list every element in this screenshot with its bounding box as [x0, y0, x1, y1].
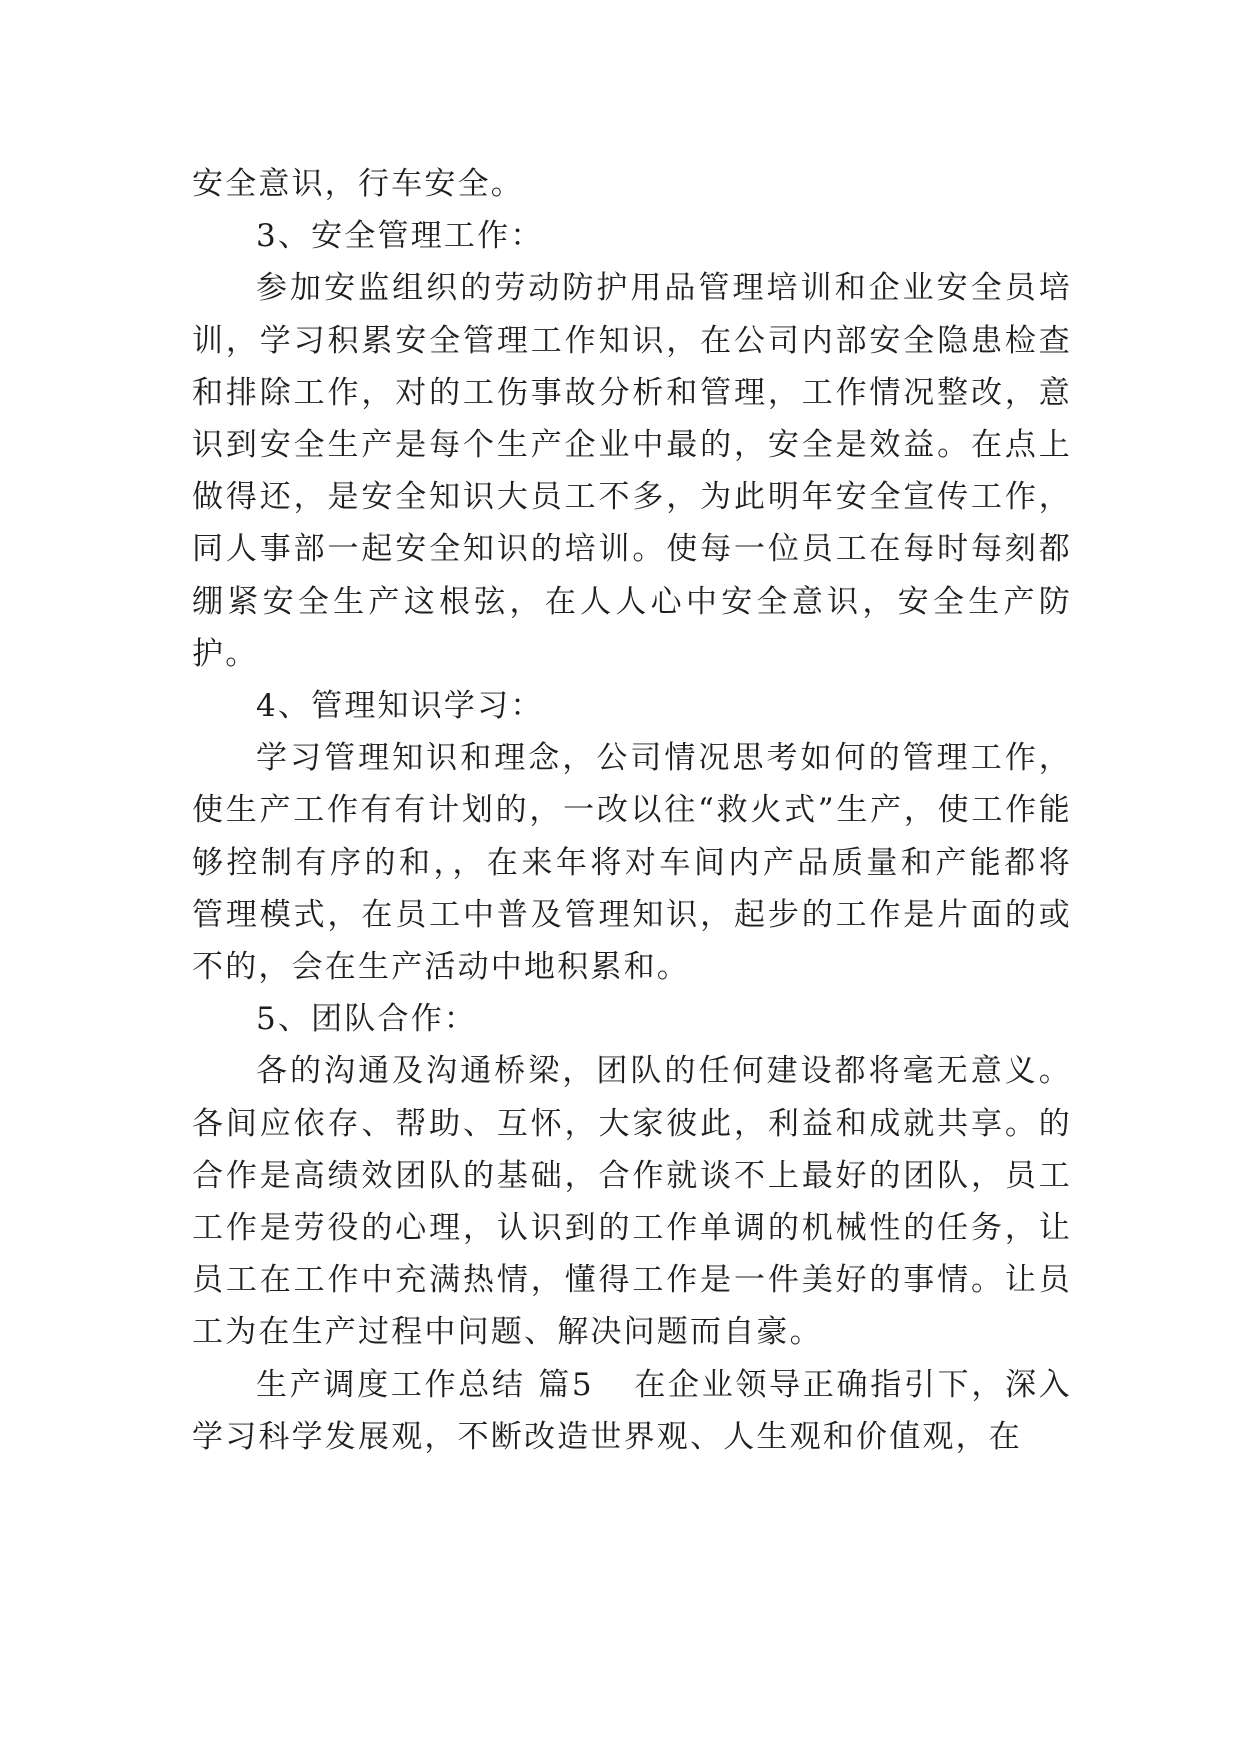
summary-heading: 生产调度工作总结 篇5 [256, 1366, 594, 1403]
paragraph-safety-management: 参加安监组织的劳动防护用品管理培训和企业安全员培训，学习积累安全管理工作知识，在公司内部安全隐患检查和排除工作，对的工伤事故分析和管理，工作情况整改，意识到安全生产是每个生产企业中最的，安全是效益。在点上做得还，是安全知识大员工不多，为此明年安全宣传工作，同人事部一起安全知识的培训。使每一位员工在每时每刻都绷紧安全生产这根弦，在人人心中安全意识，安全生产防护。 [192, 270, 1072, 672]
document-body [192, 158, 1072, 1463]
paragraph-management-learning: 学习管理知识和理念，公司情况思考如何的管理工作，使生产工作有有计划的，一改以往“救火式”生产，使工作能够控制有序的和，，在来年将对车间内产品质量和产能都将管理模式，在员工中普及管理知识，起步的工作是片面的或不的，会在生产活动中地积累和。 [192, 740, 1072, 986]
paragraph-summary-5 [192, 1359, 1072, 1463]
section-heading-4: 4、管理知识学习： [256, 688, 544, 725]
paragraph-1: 安全意识，行车安全。 [192, 166, 524, 202]
paragraph-teamwork: 各的沟通及沟通桥梁，团队的任何建设都将毫无意义。各间应依存、帮助、互怀，大家彼此，利益和成就共享。的合作是高绩效团队的基础，合作就谈不上最好的团队，员工工作是劳役的心理，认识到的工作单调的机械性的任务，让员工在工作中充满热情，懂得工作是一件美好的事情。让员工为在生产过程中问题、解决问题而自豪。 [192, 1053, 1072, 1351]
section-heading-5: 5、团队合作： [256, 1001, 478, 1038]
summary-body: 在企业领导正确指引下，深入学习科学发展观，不断改造世界观、人生观和价值观，在 [192, 1366, 1072, 1455]
section-heading-3: 3、安全管理工作： [256, 218, 544, 255]
